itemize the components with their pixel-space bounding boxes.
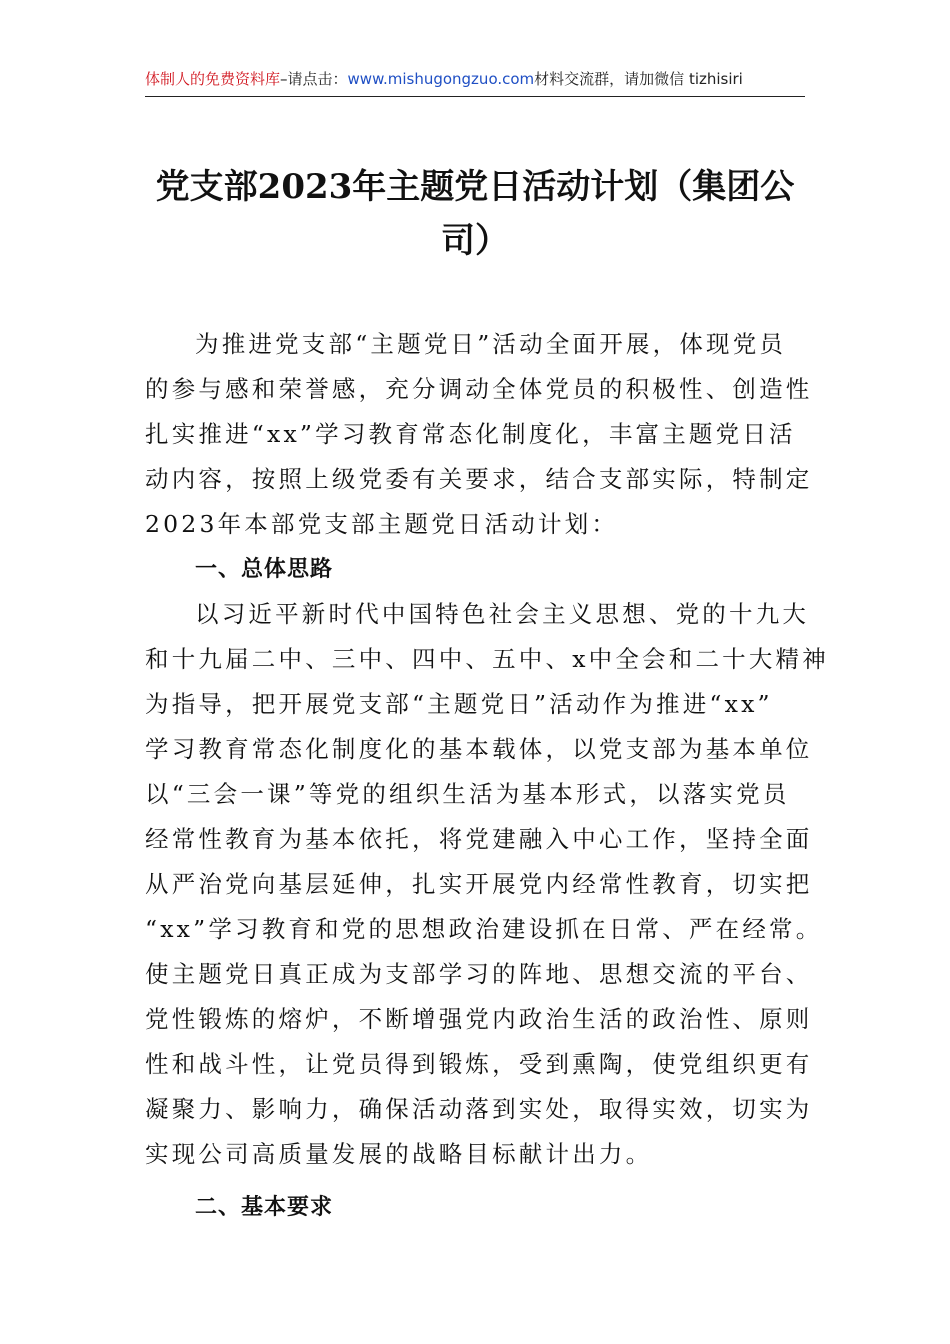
document-body [145, 322, 829, 1230]
title-line-2: 司） [441, 221, 509, 261]
header-note: 材料交流群，请加微信 tizhisiri [534, 70, 743, 88]
intro-line: 为推进党支部“主题党日”活动全面开展，体现党员 [195, 330, 787, 358]
section1-line: 和十九届二中、三中、四中、五中、x中全会和二十大精神 [145, 645, 829, 673]
title-line-1: 党支部2023年主题党日活动计划（集团公 [155, 167, 795, 207]
header-prompt: –请点击： [280, 70, 348, 88]
section1-line: 以“三会一课”等党的组织生活为基本形式，以落实党员 [145, 780, 790, 808]
intro-line: 2023年本部党支部主题党日活动计划： [145, 510, 619, 538]
section1-line: “xx”学习教育和党的思想政治建设抓在日常、严在经常。 [145, 915, 823, 943]
intro-line: 动内容，按照上级党委有关要求，结合支部实际，特制定 [145, 465, 813, 493]
section1-line: 实现公司高质量发展的战略目标献计出力。 [145, 1140, 653, 1168]
intro-line: 扎实推进“xx”学习教育常态化制度化，丰富主题党日活 [145, 420, 796, 448]
section1-line: 从严治党向基层延伸，扎实开展党内经常性教育，切实把 [145, 870, 813, 898]
header-link[interactable]: www.mishugongzuo.com [347, 70, 535, 88]
section1-line: 学习教育常态化制度化的基本载体，以党支部为基本单位 [145, 735, 813, 763]
section1-line: 以习近平新时代中国特色社会主义思想、党的十九大 [195, 600, 810, 628]
section1-line: 凝聚力、影响力，确保活动落到实处，取得实效，切实为 [145, 1095, 813, 1123]
section1-line: 党性锻炼的熔炉，不断增强党内政治生活的政治性、原则 [145, 1005, 813, 1033]
section-heading-1: 一、总体思路 [195, 557, 334, 582]
section1-line: 使主题党日真正成为支部学习的阵地、思想交流的平台、 [145, 960, 813, 988]
section1-line: 经常性教育为基本依托，将党建融入中心工作，坚持全面 [145, 825, 813, 853]
paragraph-gap [145, 1177, 817, 1185]
intro-line: 的参与感和荣誉感，充分调动全体党员的积极性、创造性 [145, 375, 813, 403]
section1-line: 为指导，把开展党支部“主题党日”活动作为推进“xx” [145, 690, 773, 718]
section-heading-2: 二、基本要求 [195, 1195, 334, 1220]
document-title [120, 160, 830, 268]
page-header [145, 66, 805, 97]
section1-line: 性和战斗性，让党员得到锻炼，受到熏陶，使党组织更有 [145, 1050, 813, 1078]
header-brand: 体制人的免费资料库 [145, 70, 281, 88]
